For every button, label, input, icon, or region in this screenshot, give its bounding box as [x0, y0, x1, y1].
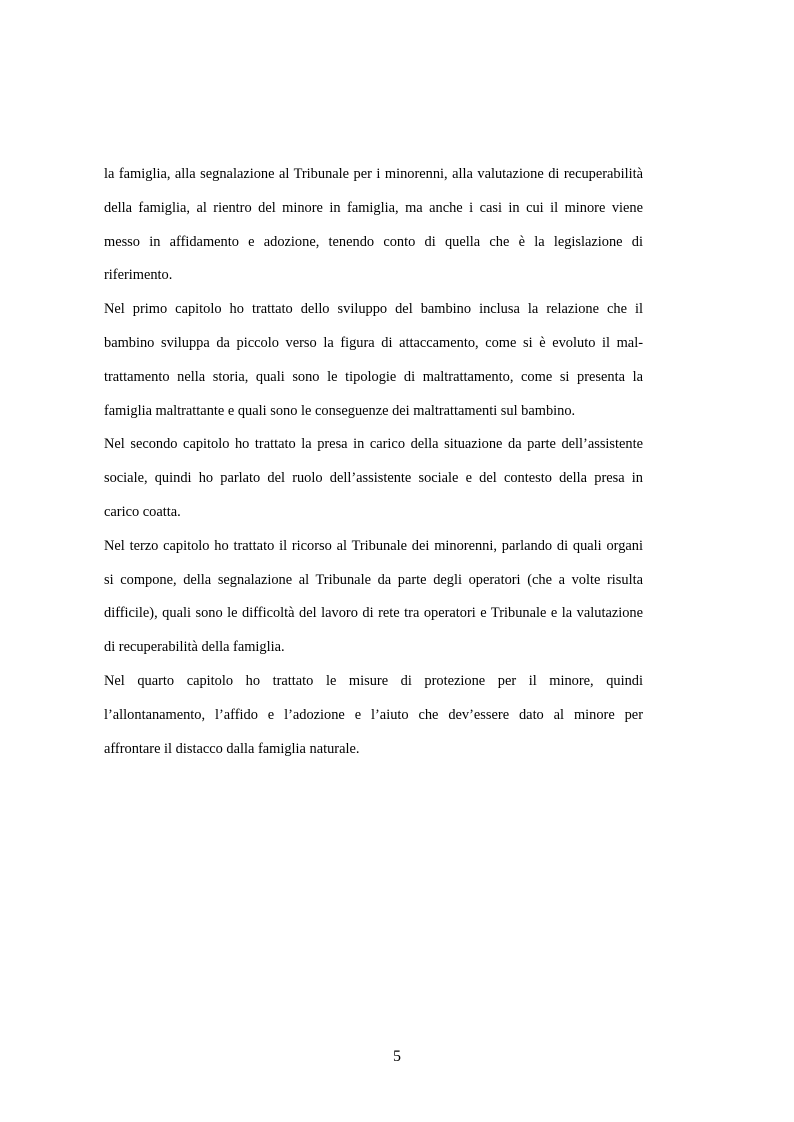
text-line: Nel quarto capitolo ho trattato le misure di protezione per il minore, quindi [104, 672, 643, 689]
text-line: si compone, della segnalazione al Tribunale da parte degli operatori (che a volte risulta [104, 571, 643, 588]
text-line: affrontare il distacco dalla famiglia naturale. [104, 740, 360, 757]
page-number: 5 [393, 1048, 401, 1065]
text-line: la famiglia, alla segnalazione al Tribunale per i minorenni, alla valutazione di recuperabilità [104, 166, 643, 182]
text-line: riferimento. [104, 267, 173, 284]
text-line: sociale, quindi ho parlato del ruolo dell’assistente sociale e del contesto della presa in [104, 470, 643, 487]
text-line: Nel primo capitolo ho trattato dello sviluppo del bambino inclusa la relazione che il [104, 301, 643, 318]
text-line: l’allontanamento, l’affido e l’adozione e l’aiuto che dev’essere dato al minore per [104, 706, 643, 723]
text-line: di recuperabilità della famiglia. [104, 639, 285, 656]
text-line: carico coatta. [104, 503, 181, 520]
text-line: trattamento nella storia, quali sono le tipologie di maltrattamento, come si presenta la [104, 368, 643, 385]
text-line: messo in affidamento e adozione, tenendo conto di quella che è la legislazione di [104, 233, 643, 250]
text-line: Nel terzo capitolo ho trattato il ricorso al Tribunale dei minorenni, parlando di quali organi [104, 537, 643, 554]
text-line: della famiglia, al rientro del minore in famiglia, ma anche i casi in cui il minore viene [104, 199, 643, 216]
text-line: famiglia maltrattante e quali sono le conseguenze dei maltrattamenti sul bambino. [104, 402, 576, 419]
text-line: bambino sviluppa da piccolo verso la figura di attaccamento, come si è evoluto il mal- [104, 334, 643, 351]
text-line: difficile), quali sono le difficoltà del lavoro di rete tra operatori e Tribunale e la valutazione [104, 605, 643, 622]
body-text [104, 158, 643, 766]
text-line: Nel secondo capitolo ho trattato la presa in carico della situazione da parte dell’assistente [104, 436, 643, 453]
